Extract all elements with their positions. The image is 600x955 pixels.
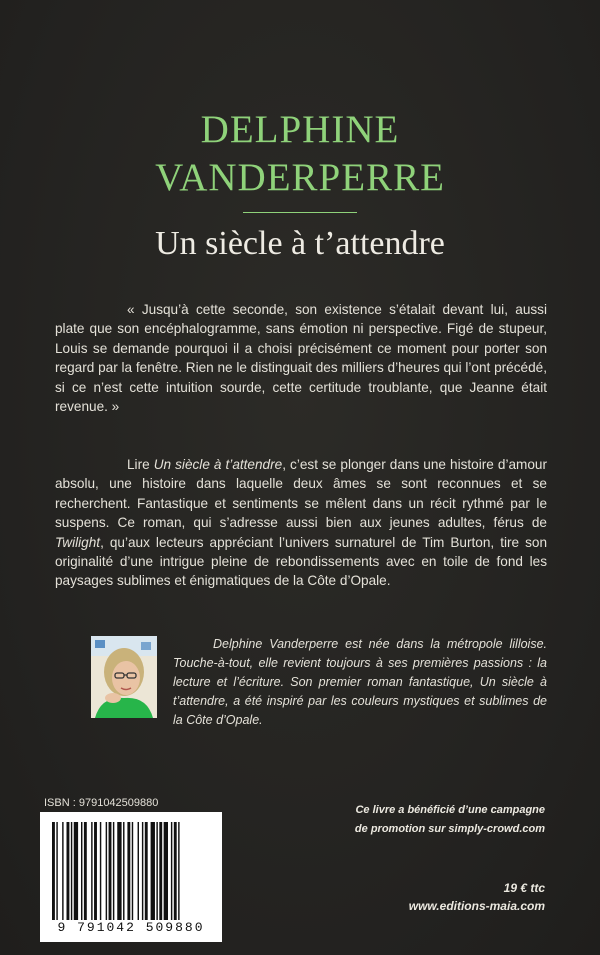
isbn-label: ISBN : 9791042509880 xyxy=(44,797,159,809)
barcode-digits: 9 791042 509880 xyxy=(57,920,205,935)
summary-text-1: Lire xyxy=(127,457,154,472)
bio-text-1: Delphine Vanderperre est née dans la métropole lilloise. Touche-à-tout, elle revient toujours à ses premières passions : la lecture et l’écriture. Son premier roman fantastique, xyxy=(173,637,547,689)
title-divider xyxy=(243,212,357,213)
summary-twilight-italic: Twilight xyxy=(55,534,101,550)
bio-text-2: , a été inspiré par les couleurs mystiques et sublimes de la Côte d’Opale. xyxy=(173,694,547,727)
bio-book-title: Un siècle à t’attendre xyxy=(173,675,547,708)
summary-title-italic: Un siècle à t’attendre xyxy=(153,457,283,472)
excerpt-quote xyxy=(55,300,547,416)
summary-text-3: , qu’aux lecteurs appréciant l’univers surnaturel de Tim Burton, tire son originalité d’une intrigue pleine de rebondissements avec en toile de fond les paysages sublimes et énigmatiques de la Côte d’Opale. xyxy=(55,534,547,589)
book-summary xyxy=(55,455,547,591)
book-title: Un siècle à t’attendre xyxy=(155,225,445,262)
price: 19 € ttc xyxy=(503,881,545,895)
campaign-note xyxy=(285,801,545,839)
author-last-name: VANDERPERRE xyxy=(155,156,445,199)
publisher-website: www.editions-maia.com xyxy=(408,899,545,913)
campaign-line-2: de promotion sur simply-crowd.com xyxy=(354,823,545,835)
author-first-name: DELPHINE xyxy=(200,108,400,151)
excerpt-text: « Jusqu’à cette seconde, son existence s’étalait devant lui, aussi plate que son encéphalogramme, sans émotion ni perspective. Figé de stupeur, Louis se demande pourquoi il a choisi précisément ce moment pour porter son regard par la fenêtre. Rien ne le distinguait des milliers d’heures qui l’ont précédé, si ce n’est cette intuition sourde, cette certitude troublante, que Jeanne était revenue. » xyxy=(55,302,547,415)
campaign-line-1: Ce livre a bénéficié d’une campagne xyxy=(355,804,545,816)
summary-text-2: , c’est se plonger dans une histoire d’amour absolu, une histoire dans laquelle deux âmes se sont reconnues et se recherchent. Fantastique et sentiments se mêlent dans un récit rythmé par le suspens. Ce roman, qui s’adresse aussi bien aux jeunes adultes, férus de xyxy=(55,457,547,531)
author-photo xyxy=(91,636,157,718)
author-bio xyxy=(173,635,547,730)
